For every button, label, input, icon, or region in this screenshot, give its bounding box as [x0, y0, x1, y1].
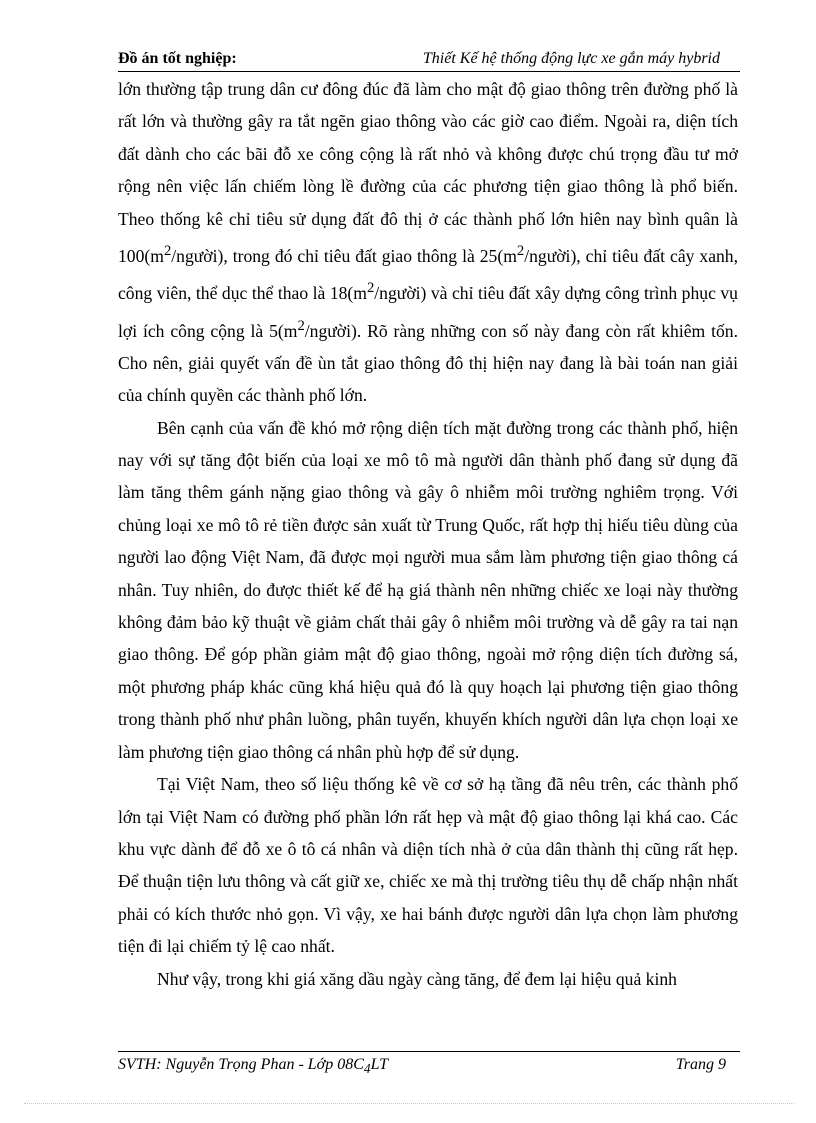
paragraph-2: Bên cạnh của vấn đề khó mở rộng diện tích mặt đường trong các thành phố, hiện nay với sự tăng đột biến của loại xe mô tô mà người dân thành phố đang sử dụng đã làm tăng thêm gánh nặng giao thông và gây ô nhiễm môi trường nghiêm trọng. Với chủng loại xe mô tô rẻ tiền được sản xuất từ Trung Quốc, rất hợp thị hiếu tiêu dùng của người lao động Việt Nam, đã được mọi người mua sắm làm phương tiện giao thông cá nhân. Tuy nhiên, do được thiết kế để hạ giá thành nên những chiếc xe loại này thường không đảm bảo kỹ thuật về giảm chất thải gây ô nhiễm môi trường và dễ gây ra tai nạn giao thông. Để góp phần giảm mật độ giao thông, ngoài mở rộng diện tích đường sá, một phương pháp khác cũng khá hiệu quả đó là quy hoạch lại phương tiện giao thông trong thành phố như phân luồng, phân tuyến, khuyến khích người dân lựa chọn loại xe làm phương tiện giao thông cá nhân phù hợp để sử dụng. — [118, 417, 738, 762]
footer-student-name: SVTH: Nguyễn Trọng Phan - Lớp 08C — [118, 1056, 364, 1073]
superscript-2: 2 — [516, 243, 525, 260]
paragraph-1 — [118, 73, 738, 412]
footer-class-subscript: 4 — [363, 1061, 371, 1077]
superscript-2: 2 — [297, 317, 305, 334]
paragraph-1-text-b: /người), trong đó chỉ tiêu đất giao thông là 25(m — [171, 245, 517, 266]
paragraph-3: Tại Việt Nam, theo số liệu thống kê về cơ sở hạ tầng đã nêu trên, các thành phố lớn tại Việt Nam có đường phố phần lớn rất hẹp và mật độ giao thông lại khá cao. Các khu vực dành để đỗ xe ô tô cá nhân và diện tích nhà ở của dân thành thị cũng rất hẹp. Để thuận tiện lưu thông và cất giữ xe, chiếc xe mà thị trường tiêu thụ dễ chấp nhận nhất phải có kích thước nhỏ gọn. Vì vậy, xe hai bánh được người dân lựa chọn làm phương tiện đi lại chiếm tỷ lệ cao nhất. — [118, 774, 738, 957]
paragraph-1-text-c: /người), chỉ tiêu đất cây xanh, công viên, thể dục thể thao là 18(m — [118, 245, 739, 304]
page-body — [118, 73, 738, 995]
paragraph-4: Như vậy, trong khi giá xăng dầu ngày càng tăng, để đem lại hiệu quả kinh — [157, 968, 677, 989]
page-number: Trang 9 — [675, 1056, 726, 1073]
superscript-2: 2 — [366, 280, 375, 297]
footer-student-info — [118, 1056, 388, 1077]
header-thesis-title: Thiết Kế hệ thống động lực xe gắn máy hybrid — [422, 50, 720, 67]
page-header — [118, 49, 740, 72]
header-document-type: Đồ án tốt nghiệp: — [118, 50, 237, 67]
paragraph-1-text-a: lớn thường tập trung dân cư đông đúc đã làm cho mật độ giao thông trên đường phố là rất lớn và thường gây ra tắt ngẽn giao thông vào các giờ cao điểm. Ngoài ra, diện tích đất dành cho các bãi đỗ xe công cộng là rất nhỏ và không được chú trọng đầu tư mở rộng nên việc lấn chiếm lòng lề đường của các phương tiện giao thông là phổ biến. Theo thống kê chỉ tiêu sử dụng đất đô thị ở các thành phố lớn hiên nay bình quân là 100(m — [118, 79, 738, 266]
paragraph-1-text-d: /người) và chỉ tiêu đất xây dựng công trình phục vụ lợi ích công cộng là 5(m — [118, 283, 738, 341]
page-footer — [118, 1051, 740, 1080]
page-separator — [24, 1103, 794, 1104]
footer-class-suffix: LT — [370, 1056, 389, 1073]
superscript-2: 2 — [163, 243, 172, 260]
paragraph-1-text-e: /người). Rõ ràng những con số này đang còn rất khiêm tốn. Cho nên, giải quyết vấn đề ùn tắt giao thông đô thị hiện nay đang là bài toán nan giải của chính quyền các thành phố lớn. — [118, 320, 738, 406]
